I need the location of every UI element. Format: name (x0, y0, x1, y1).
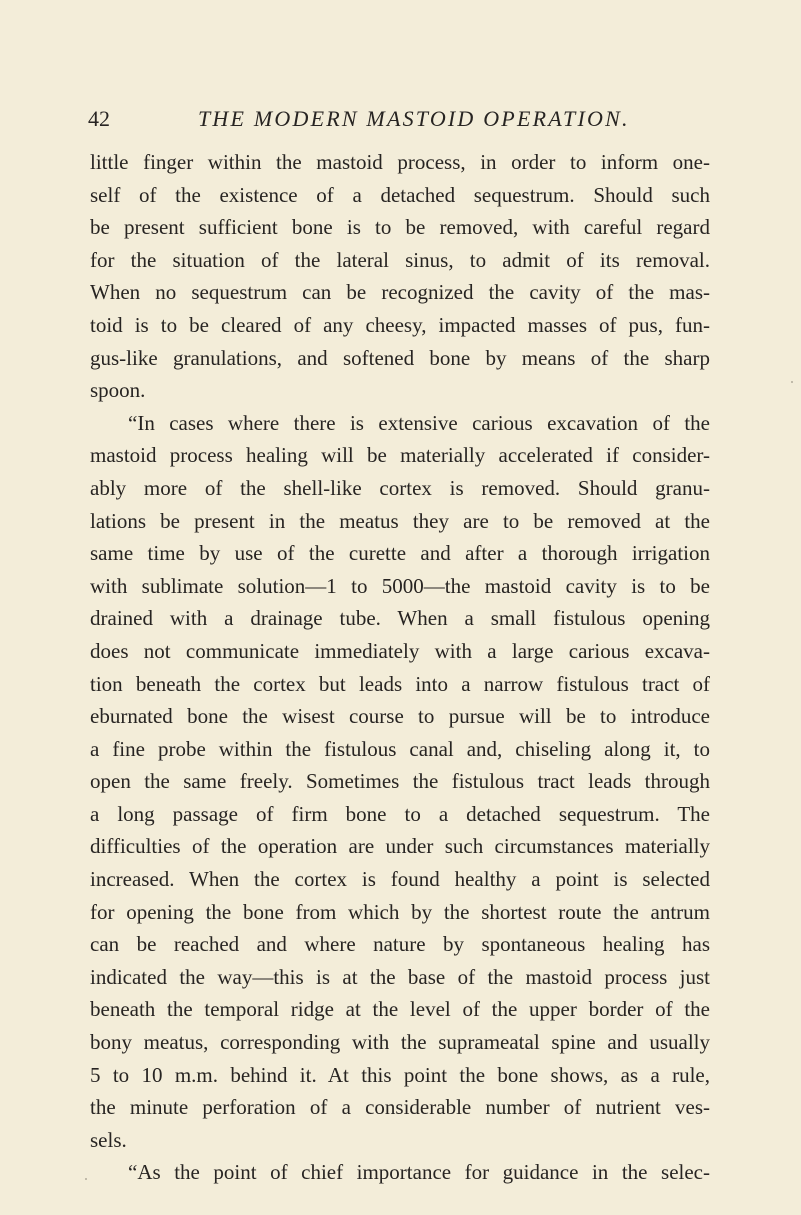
text-line: with sublimate solution—1 to 5000—the mastoid cavity is to be (90, 573, 710, 598)
text-line: difficulties of the operation are under such circumstances materially (90, 834, 710, 859)
page-number: 42 (88, 106, 110, 131)
text-line: can be reached and where nature by spontaneous healing has (90, 932, 710, 957)
text-line: “In cases where there is extensive carious excavation of the (128, 410, 710, 435)
text-line: toid is to be cleared of any cheesy, impacted masses of pus, fun- (90, 312, 710, 337)
text-line: open the same freely. Sometimes the fistulous tract leads through (90, 769, 710, 794)
text-line: “As the point of chief importance for guidance in the selec- (128, 1160, 710, 1185)
text-line: mastoid process healing will be materially accelerated if consider- (90, 443, 710, 468)
text-line: increased. When the cortex is found healthy a point is selected (90, 867, 710, 892)
text-line: a fine probe within the fistulous canal and, chiseling along it, to (90, 736, 710, 761)
body-text (90, 146, 710, 1189)
text-line: gus-like granulations, and softened bone by means of the sharp (90, 345, 710, 370)
running-title: THE MODERN MASTOID OPERATION. (198, 106, 630, 131)
text-line: 5 to 10 m.m. behind it. At this point the bone shows, as a rule, (90, 1062, 710, 1087)
text-line: a long passage of firm bone to a detached sequestrum. The (90, 801, 710, 826)
text-line: the minute perforation of a considerable number of nutrient ves- (90, 1095, 710, 1120)
text-line: eburnated bone the wisest course to pursue will be to introduce (90, 704, 710, 729)
text-line: self of the existence of a detached sequestrum. Should such (90, 182, 710, 207)
text-line: little finger within the mastoid process, in order to inform one- (90, 150, 710, 174)
text-line: for the situation of the lateral sinus, to admit of its removal. (90, 247, 710, 272)
text-line: lations be present in the meatus they are to be removed at the (90, 508, 710, 533)
paper-speck (85, 1178, 87, 1180)
text-line: spoon. (90, 378, 146, 403)
text-line: bony meatus, corresponding with the suprameatal spine and usually (90, 1030, 710, 1055)
text-line: beneath the temporal ridge at the level of the upper border of the (90, 997, 710, 1022)
text-line: tion beneath the cortex but leads into a narrow fistulous tract of (90, 671, 710, 696)
text-line: drained with a drainage tube. When a small fistulous opening (90, 606, 710, 631)
text-line: for opening the bone from which by the shortest route the antrum (90, 899, 710, 924)
text-line: be present sufficient bone is to be removed, with careful regard (90, 215, 710, 240)
text-line: When no sequestrum can be recognized the cavity of the mas- (90, 280, 710, 305)
text-line: same time by use of the curette and after a thorough irrigation (90, 541, 710, 566)
text-line: ably more of the shell-like cortex is removed. Should granu- (90, 475, 710, 500)
text-line: indicated the way—this is at the base of the mastoid process just (90, 964, 710, 989)
text-line: does not communicate immediately with a large carious excava- (90, 638, 710, 663)
text-line: sels. (90, 1127, 127, 1152)
paper-speck (791, 381, 793, 383)
page-header (88, 104, 718, 134)
